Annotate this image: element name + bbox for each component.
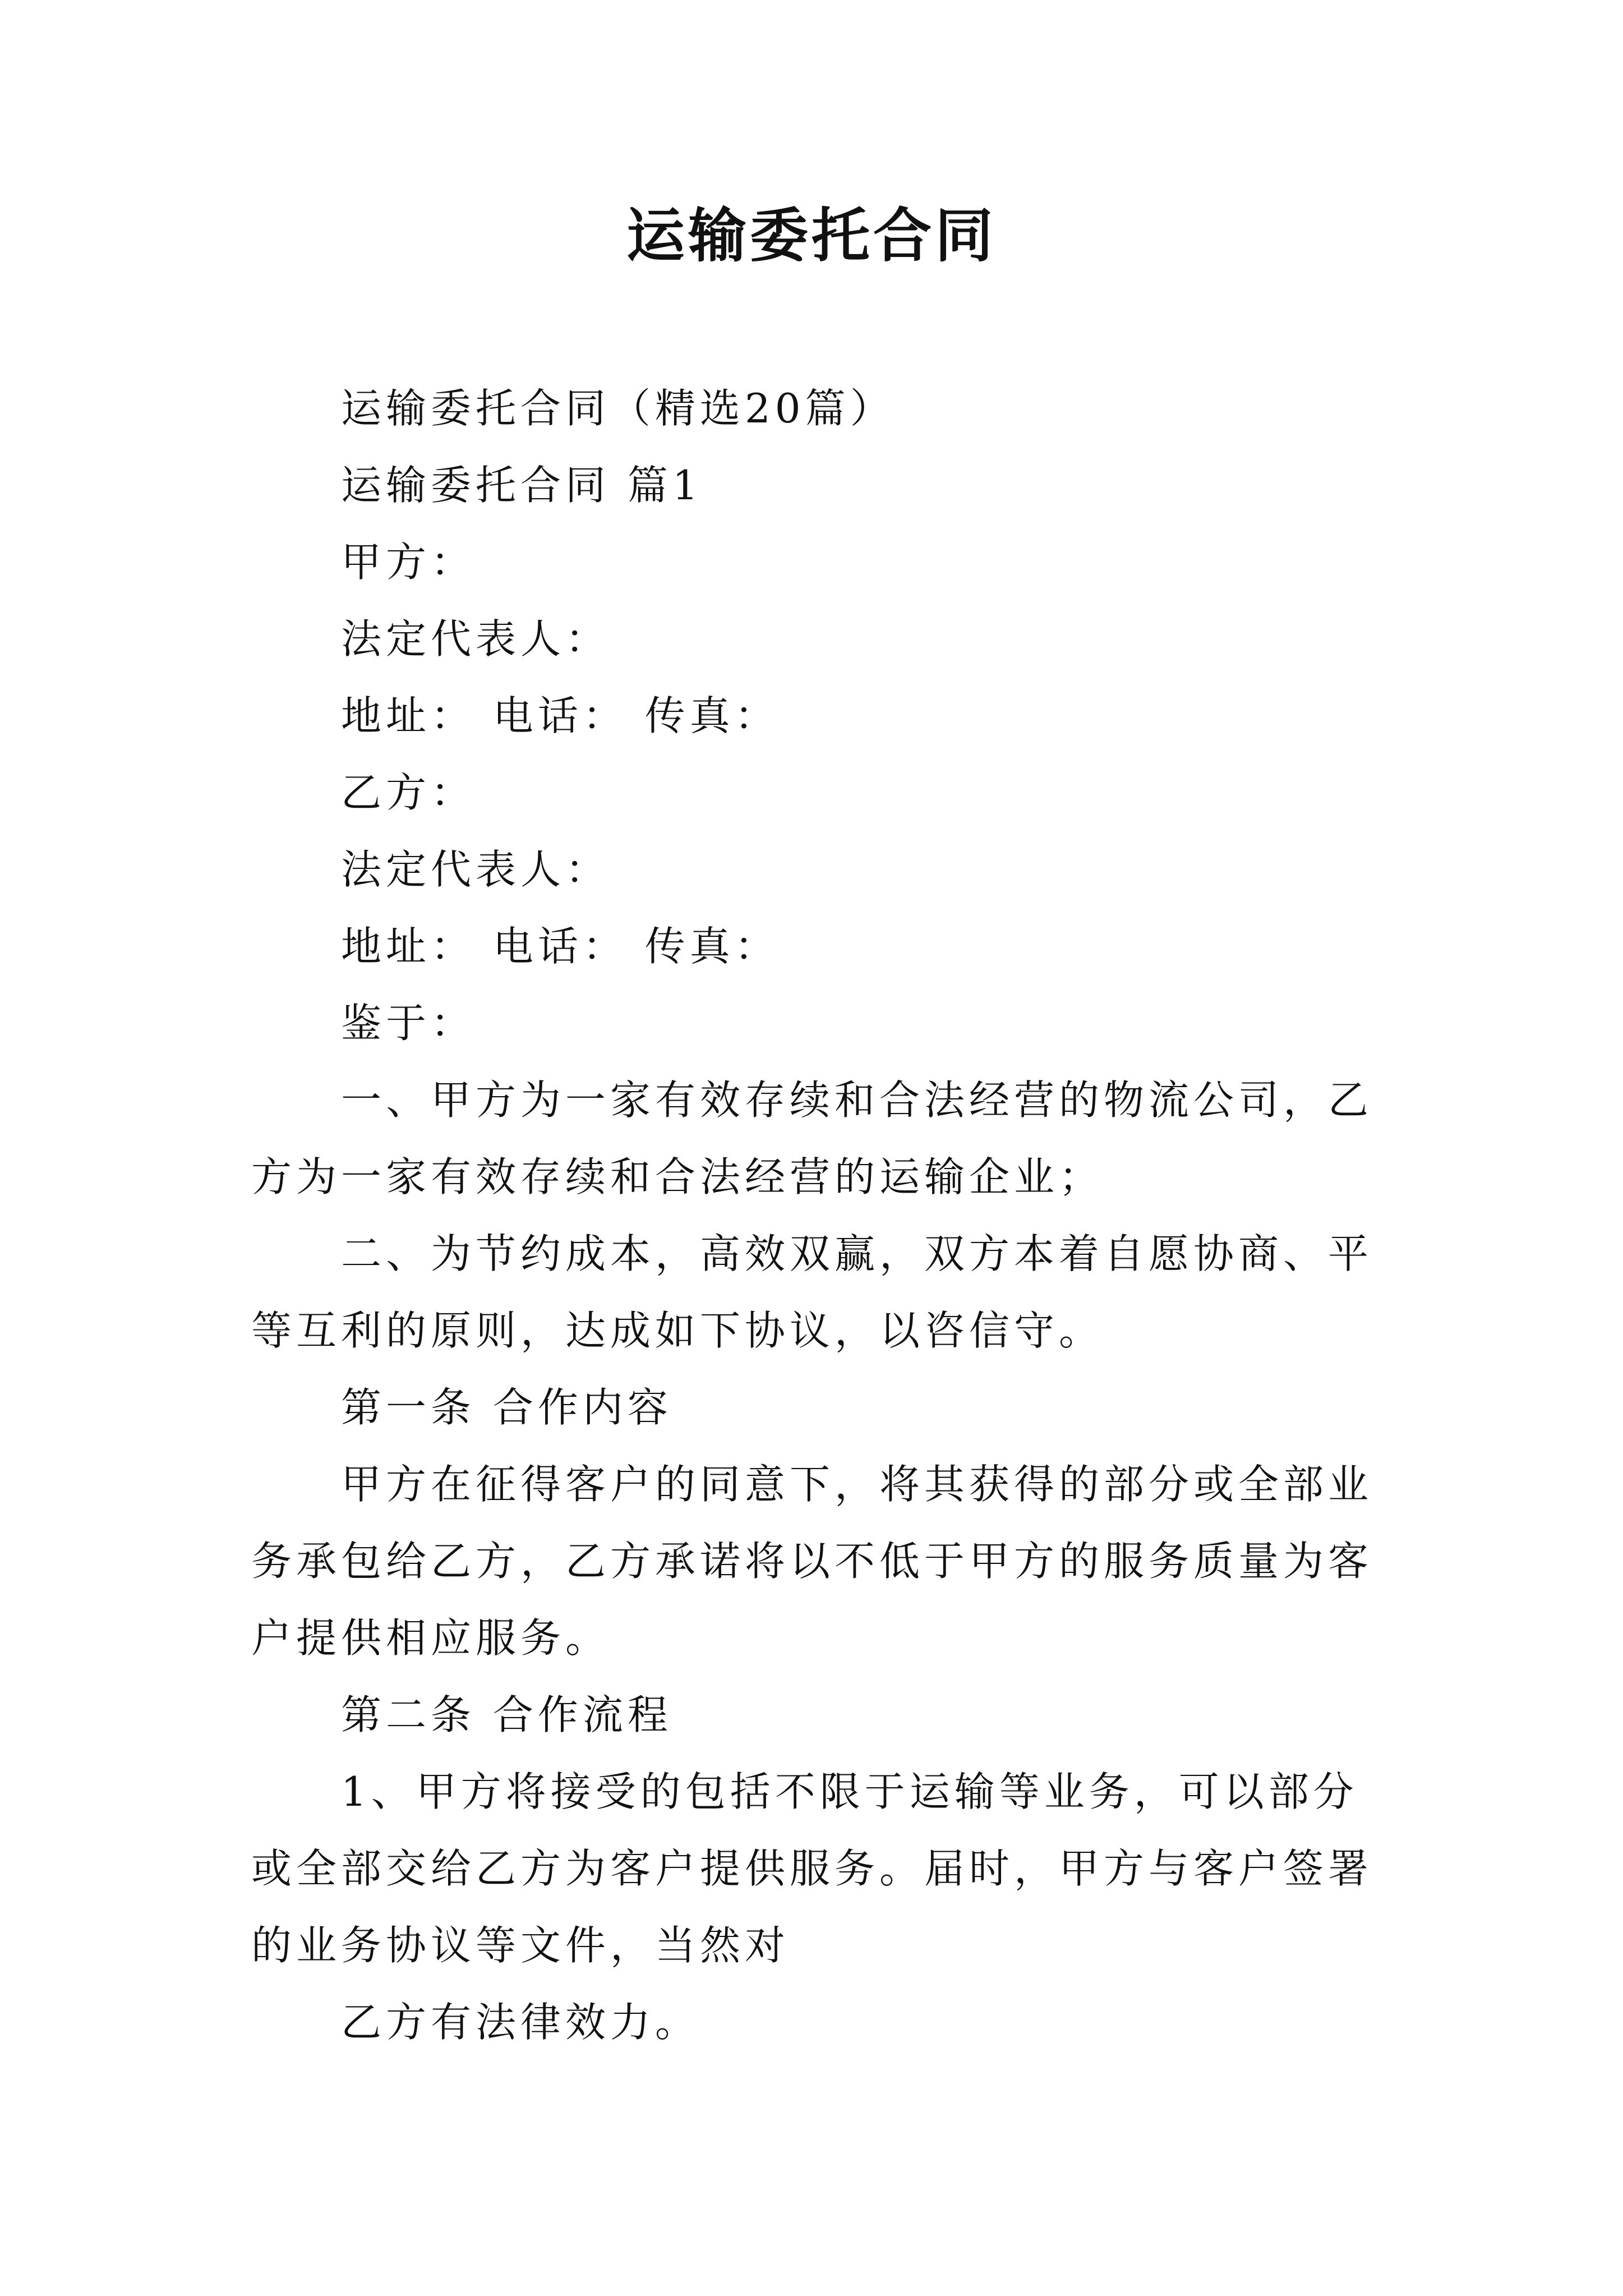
paragraph-article-2-heading: 第二条 合作流程 xyxy=(341,1691,672,1738)
paragraph-recital-1: 一、甲方为一家有效存续和合法经营的物流公司，乙方为一家有效存续和合法经营的运输企业； xyxy=(251,1076,1373,1200)
paragraph-article-2-item-1-cont: 乙方有法律效力。 xyxy=(341,1999,700,2046)
document-body xyxy=(251,370,1381,2061)
paragraph-party-b: 乙方： xyxy=(341,769,476,816)
paragraph-article-1-body: 甲方在征得客户的同意下，将其获得的部分或全部业务承包给乙方，乙方承诺将以不低于甲方的服务质量为客户提供相应服务。 xyxy=(251,1461,1373,1662)
paragraph-party-b-contact: 地址： 电话： 传真： xyxy=(341,923,780,970)
paragraph-whereas: 鉴于： xyxy=(341,1000,476,1047)
paragraph-subtitle: 运输委托合同（精选20篇） xyxy=(341,385,895,432)
paragraph-party-a: 甲方： xyxy=(341,539,476,586)
paragraph-article-1-heading: 第一条 合作内容 xyxy=(341,1384,672,1431)
paragraph-section-heading: 运输委托合同 篇1 xyxy=(341,462,703,509)
document-title: 运输委托合同 xyxy=(626,201,997,270)
paragraph-party-a-contact: 地址： 电话： 传真： xyxy=(341,692,780,739)
paragraph-article-2-item-1: 1、甲方将接受的包括不限于运输等业务，可以部分或全部交给乙方为客户提供服务。届时，甲方与客户签署的业务协议等文件，当然对 xyxy=(251,1768,1373,1969)
paragraph-party-a-representative: 法定代表人： xyxy=(341,615,611,662)
paragraph-recital-2: 二、为节约成本，高效双赢，双方本着自愿协商、平等互利的原则，达成如下协议，以咨信守。 xyxy=(251,1230,1373,1354)
paragraph-party-b-representative: 法定代表人： xyxy=(341,846,611,893)
